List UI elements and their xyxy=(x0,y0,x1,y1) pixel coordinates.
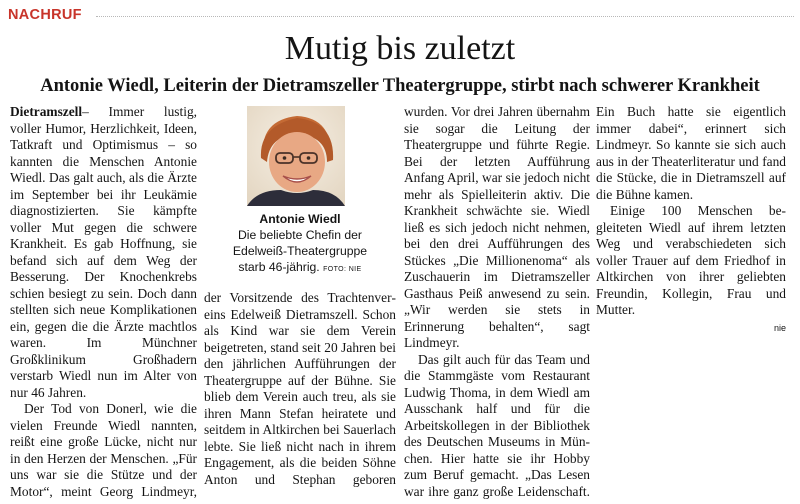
article-column-1 xyxy=(10,104,197,500)
paragraph-text: Der Tod von Donerl, wie die vielen Freunde Wiedl nannten, reißt eine große Lücke, nicht nur in den Herzen der Menschen. „Für uns war sie die Stütze und der Motor“, meint Georg Lindmeyr, xyxy=(10,401,197,499)
article-column-2 xyxy=(204,290,396,488)
caption-name: Antonie Wiedl xyxy=(259,212,341,226)
photo-credit: FOTO: NIE xyxy=(323,266,362,273)
paragraph-text: – Immer lustig, voller Humor, Herzlichkeit, Ideen, Tatkraft und Optimismus – so kannten die Menschen Antonie Wiedl. Das galt auch, als die Ärzte im September bei ihr Leukämie diagnostizierten. Sie kämpfte voller Mut gegen die schwere Krankheit. Es gab Hoffnung, sie befand sich auf dem Weg der Besserung. Der Knochenkrebs schien besiegt zu sein. Doch dann stellten sich neue Komplikationen ein, gegen die die Ärzte machtlos waren. Im Münchner Großklinikum Großhadern verstarb Wiedl nun im Alter von nur 46 Jahren. xyxy=(10,104,197,400)
article-column-3 xyxy=(404,104,590,500)
portrait-photo-icon xyxy=(247,106,345,206)
caption-line: Die beliebte Chefin der xyxy=(238,228,362,242)
paragraph-text: Einige 100 Menschen begleiteten Wiedl auf ihrem letzten Weg und verabschiedeten sich voller Trauer auf dem Friedhof in Altkirchen von ihrer geliebten Freundin, Kollegin, Frau und Mutter. xyxy=(596,203,786,317)
photo-caption xyxy=(204,211,396,278)
article-paragraph xyxy=(404,352,590,501)
article-paragraph xyxy=(596,203,786,319)
author-signature xyxy=(596,319,786,337)
article-paragraph xyxy=(204,290,396,488)
section-kicker: NACHRUF xyxy=(8,7,82,23)
portrait-photo-svg xyxy=(247,106,345,206)
author-initials: nie xyxy=(773,322,786,333)
headline: Mutig bis zuletzt xyxy=(284,30,516,67)
article-column-4 xyxy=(596,104,786,336)
article-paragraph xyxy=(404,104,590,352)
caption-line: starb 46-jährig. xyxy=(238,260,320,274)
subheadline: Antonie Wiedl, Leiterin der Dietramszeller Theatergruppe, stirbt nach schwerer Krankheit xyxy=(40,76,760,96)
dateline: Dietramszell xyxy=(10,104,83,119)
article-paragraph xyxy=(10,401,197,500)
caption-line: Edelweiß-Theatergruppe xyxy=(232,244,368,258)
paragraph-text: der Vorsitzende des Trachtenvereins Edelweiß Dietramszell. Schon als Kind war sie dem Verein beigetreten, stand seit 20 Jahren bei den jährlichen Aufführungen der Theatergruppe auf der Bühne. Sie blieb dem Verein auch treu, als sie ihren Mann Stefan heiratete und seitdem in Altkirchen bei Sauerlach lebte. Sie ließ nicht nach in ihrem Engagement, als die beiden Söhne Anton und Stephan geboren xyxy=(204,290,396,487)
kicker-rule xyxy=(96,16,794,17)
article-paragraph xyxy=(596,104,786,203)
paragraph-text: wurden. Vor drei Jahren übernahm sie sogar die Leitung der Theatergruppe und führte Regie. Bei der letzten Aufführung Anfang April, war sie jedoch nicht mehr als Spielleiterin aktiv. Die Krankheit schwächte sie. Wiedl ließ es sich jedoch nicht nehmen, bei den drei Aufführungen des Stückes „Die Millionenoma“ als Zuschauerin im Dietramszeller Gasthaus Peiß anwesend zu sein. „Wir werden sie stets in Erinnerung behalten“, sagt Lindmeyr. xyxy=(404,104,590,350)
article-paragraph xyxy=(10,104,197,401)
paragraph-text: Ein Buch hatte sie eigentlich immer dabei“, erinnert sich Lindmeyr. So kannte sie sich auch aus in der Theaterliteratur und fand die Stücke, die in Dietramszell auf die Bühne kamen. xyxy=(596,104,786,202)
paragraph-text: Das gilt auch für das Team und die Stammgäste vom Restaurant Ludwig Thoma, in dem Wiedl am Ausschank half und für die Arbeitskollegen in der Bibliothek des Deutschen Museums in München. Hier hatte sie ihr Hobby zum Beruf gemacht. „Das Lesen war ihre ganz große Leidenschaft. xyxy=(404,351,590,499)
